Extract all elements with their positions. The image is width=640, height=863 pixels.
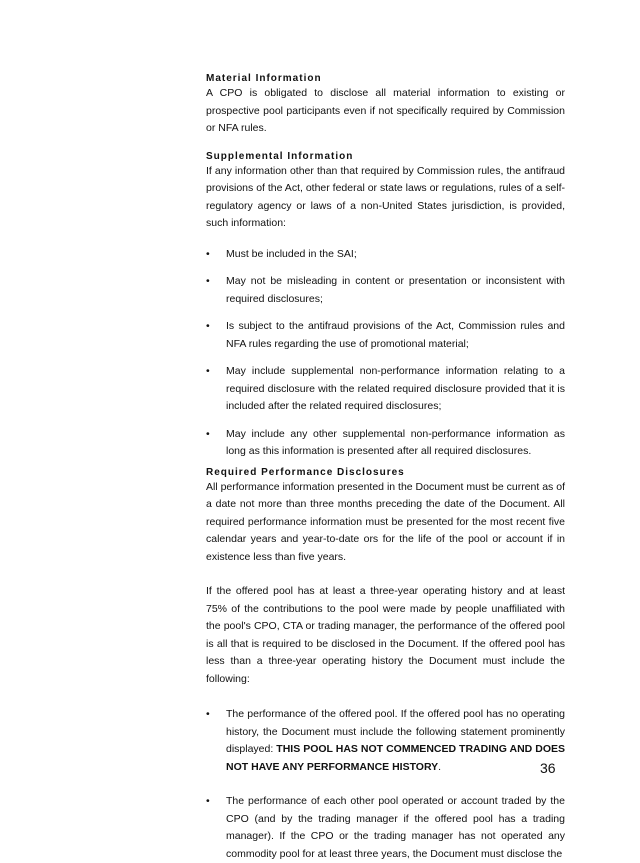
list-item-text: Is subject to the antifraud provisions of the Act, Commission rules and NFA rules regarding the use of promotional material; <box>226 320 565 350</box>
bullet-icon: • <box>206 320 210 332</box>
required-performance-paragraph-1: All performance information presented in the Document must be current as of a date not more than three months preceding the date of the Document. All required performance information must be presented for the most recent five calendar years and year-to-date ors for the life of the pool or account if in existence less than five years. <box>206 480 565 563</box>
required-performance-bullet-list <box>206 706 565 863</box>
bullet-icon: • <box>206 275 210 287</box>
bullet-icon: • <box>206 708 210 720</box>
list-item-text: The performance of the offered pool. If the offered pool has no operating history, the Document must include the following statement prominently displayed: <box>226 708 565 755</box>
list-item <box>206 426 565 461</box>
list-item-text: May include supplemental non-performance information relating to a required disclosure with the related required disclosure provided that it is included after the related required disclosures; <box>226 365 565 412</box>
bullet-icon: • <box>206 795 210 807</box>
list-item <box>206 793 565 863</box>
list-item <box>206 246 565 264</box>
page-number: 36 <box>540 760 556 776</box>
list-item-period: . <box>438 760 442 773</box>
bullet-icon: • <box>206 365 210 377</box>
no-trading-warning-statement: THIS POOL HAS NOT COMMENCED TRADING AND DOES NOT HAVE ANY PERFORMANCE HISTORY <box>226 743 565 773</box>
list-item <box>206 273 565 308</box>
supplemental-bullet-list <box>206 246 565 461</box>
list-item <box>206 706 565 776</box>
list-item-text: May include any other supplemental non-performance information as long as this information is presented after all required disclosures. <box>226 427 565 457</box>
supplemental-information-intro: If any information other than that required by Commission rules, the antifraud provisions of the Act, other federal or state laws or regulations, rules of a self-regulatory agency or laws of a non-United States jurisdiction, is provided, such information: <box>206 164 565 229</box>
list-item <box>206 318 565 353</box>
required-performance-heading: Required Performance Disclosures <box>206 466 405 478</box>
list-item-text: The performance of each other pool operated or account traded by the CPO (and by the trading manager if the offered pool has a trading manager). If the CPO or the trading manager has not operated any commodity pool for at least three years, the Document must disclose the <box>226 795 565 860</box>
material-information-heading: Material Information <box>206 73 322 84</box>
page-content <box>206 72 565 863</box>
material-information-paragraph: A CPO is obligated to disclose all material information to existing or prospective pool participants even if not specifically required by Commission or NFA rules. <box>206 87 565 134</box>
list-item-text: May not be misleading in content or presentation or inconsistent with required disclosures; <box>226 275 565 305</box>
required-performance-paragraph-2: If the offered pool has at least a three-year operating history and at least 75% of the contributions to the pool were made by people unaffiliated with the pool's CPO, CTA or trading manager, the performance of the offered pool is all that is required to be disclosed in the Document. If the offered pool has less than a three-year operating history the Document must include the following: <box>206 585 565 685</box>
supplemental-information-heading: Supplemental Information <box>206 150 354 162</box>
list-item <box>206 363 565 416</box>
list-item-text: Must be included in the SAI; <box>226 247 357 260</box>
bullet-icon: • <box>206 247 210 260</box>
bullet-icon: • <box>206 427 210 440</box>
